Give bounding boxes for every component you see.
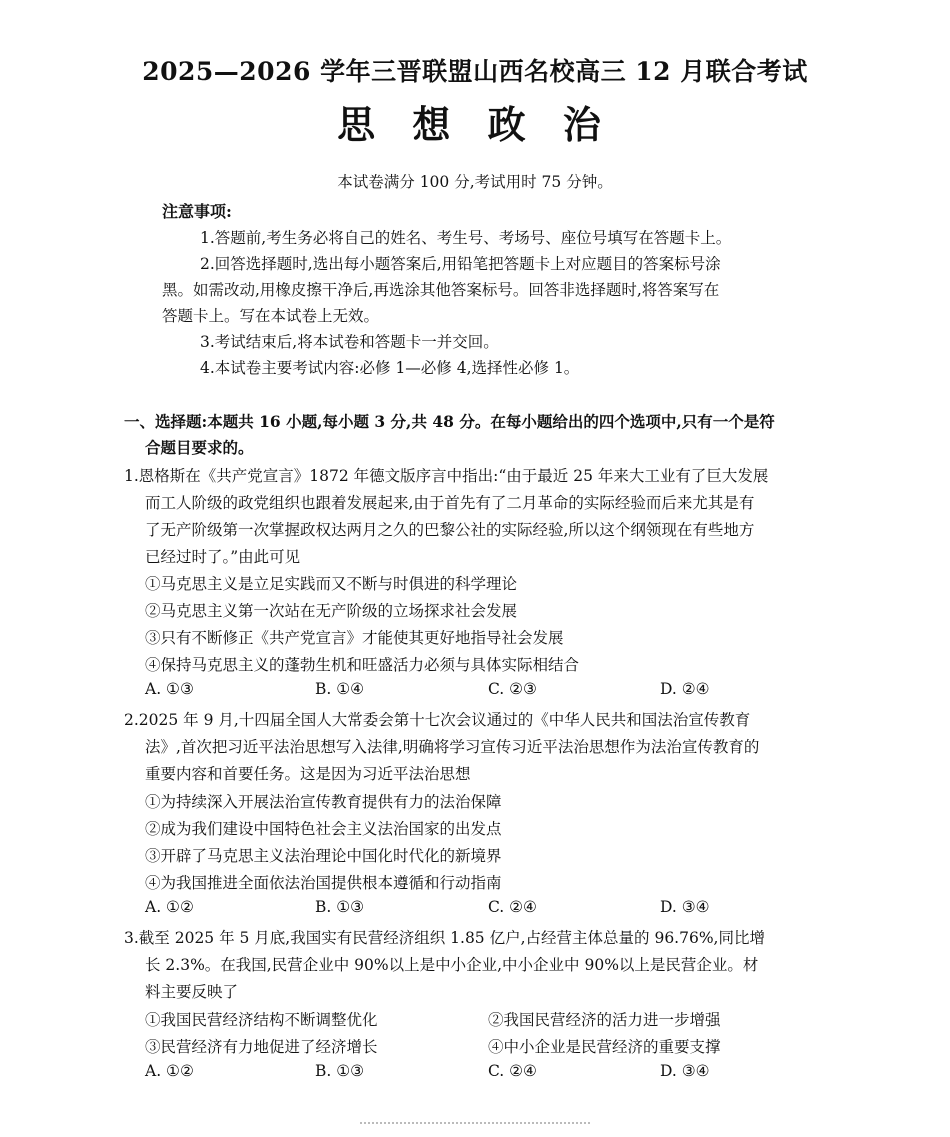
notice-line: 黑。如需改动,用橡皮擦干净后,再选涂其他答案标号。回答非选择题时,将答案写在: [162, 281, 720, 299]
question-2-statement: ④为我国推进全面依法治国提供根本遵循和行动指南: [145, 874, 502, 892]
notice-line: 3.考试结束后,将本试卷和答题卡一并交回。: [200, 333, 499, 351]
question-3-stem: 长 2.3%。在我国,民营企业中 90%以上是中小企业,中小企业中 90%以上是民营企业。材: [145, 956, 759, 974]
question-2-choice-d: D. ③④: [660, 898, 710, 916]
question-3-choice-b: B. ①③: [315, 1062, 365, 1080]
question-1-statement: ①马克思主义是立足实践而又不断与时俱进的科学理论: [145, 575, 518, 593]
question-1-statement: ②马克思主义第一次站在无产阶级的立场探求社会发展: [145, 602, 518, 620]
notice-line: 答题卡上。写在本试卷上无效。: [162, 307, 380, 325]
question-3-choice-d: D. ③④: [660, 1062, 710, 1080]
question-2-statement: ③开辟了马克思主义法治理论中国化时代化的新境界: [145, 847, 502, 865]
section-heading-cont: 合题目要求的。: [145, 438, 254, 457]
subject-title: 思 想 政 治: [337, 102, 613, 147]
question-3-statement: ④中小企业是民营经济的重要支撑: [488, 1038, 721, 1056]
question-2-statement: ①为持续深入开展法治宣传教育提供有力的法治保障: [145, 793, 502, 811]
question-3-statement: ②我国民营经济的活力进一步增强: [488, 1011, 721, 1029]
question-2-choice-c: C. ②④: [488, 898, 537, 916]
question-1-statement: ④保持马克思主义的蓬勃生机和旺盛活力必须与具体实际相结合: [145, 656, 580, 674]
question-1-stem: 1.恩格斯在《共产党宣言》1872 年德文版序言中指出:“由于最近 25 年来大工业有了巨大发展: [124, 467, 769, 485]
question-1-choice-c: C. ②③: [488, 680, 537, 698]
question-2-stem: 重要内容和首要任务。这是因为习近平法治思想: [145, 765, 471, 783]
notice-line: 4.本试卷主要考试内容:必修 1—必修 4,选择性必修 1。: [200, 359, 580, 377]
question-2-choice-b: B. ①③: [315, 898, 365, 916]
question-3-statement: ③民营经济有力地促进了经济增长: [145, 1038, 378, 1056]
notice-line: 2.回答选择题时,选出每小题答案后,用铅笔把答题卡上对应题目的答案标号涂: [200, 255, 721, 273]
question-3-stem: 3.截至 2025 年 5 月底,我国实有民营经济组织 1.85 亿户,占经营主体总量的 96.76%,同比增: [124, 929, 765, 947]
question-2-statement: ②成为我们建设中国特色社会主义法治国家的出发点: [145, 820, 502, 838]
question-3-choice-a: A. ①②: [145, 1062, 194, 1080]
question-2-stem: 2.2025 年 9 月,十四届全国人大常委会第十七次会议通过的《中华人民共和国法治宣传教育: [124, 711, 751, 729]
page-footer-divider: [360, 1122, 590, 1130]
question-1-stem: 而工人阶级的政党组织也跟着发展起来,由于首先有了二月革命的实际经验而后来尤其是有: [145, 494, 755, 512]
score-time-line: 本试卷满分 100 分,考试用时 75 分钟。: [337, 173, 613, 191]
question-2-choice-a: A. ①②: [145, 898, 194, 916]
question-1-statement: ③只有不断修正《共产党宣言》才能使其更好地指导社会发展: [145, 629, 564, 647]
question-3-choice-c: C. ②④: [488, 1062, 537, 1080]
exam-title: 2025—2026 学年三晋联盟山西名校高三 12 月联合考试: [142, 57, 808, 86]
question-3-stem: 料主要反映了: [145, 983, 239, 1001]
question-1-stem: 了无产阶级第一次掌握政权达两月之久的巴黎公社的实际经验,所以这个纲领现在有些地方: [145, 521, 755, 539]
question-2-stem: 法》,首次把习近平法治思想写入法律,明确将学习宣传习近平法治思想作为法治宣传教育的: [145, 738, 760, 756]
notice-line: 1.答题前,考生务必将自己的姓名、考生号、考场号、座位号填写在答题卡上。: [200, 229, 732, 247]
question-1-choice-b: B. ①④: [315, 680, 365, 698]
question-3-statement: ①我国民营经济结构不断调整优化: [145, 1011, 378, 1029]
notice-heading: 注意事项:: [162, 202, 232, 221]
section-heading: 一、选择题:本题共 16 小题,每小题 3 分,共 48 分。在每小题给出的四个选项中,只有一个是符: [124, 412, 775, 431]
question-1-stem: 已经过时了。”由此可见: [145, 548, 301, 566]
question-1-choice-d: D. ②④: [660, 680, 710, 698]
question-1-choice-a: A. ①③: [145, 680, 194, 698]
